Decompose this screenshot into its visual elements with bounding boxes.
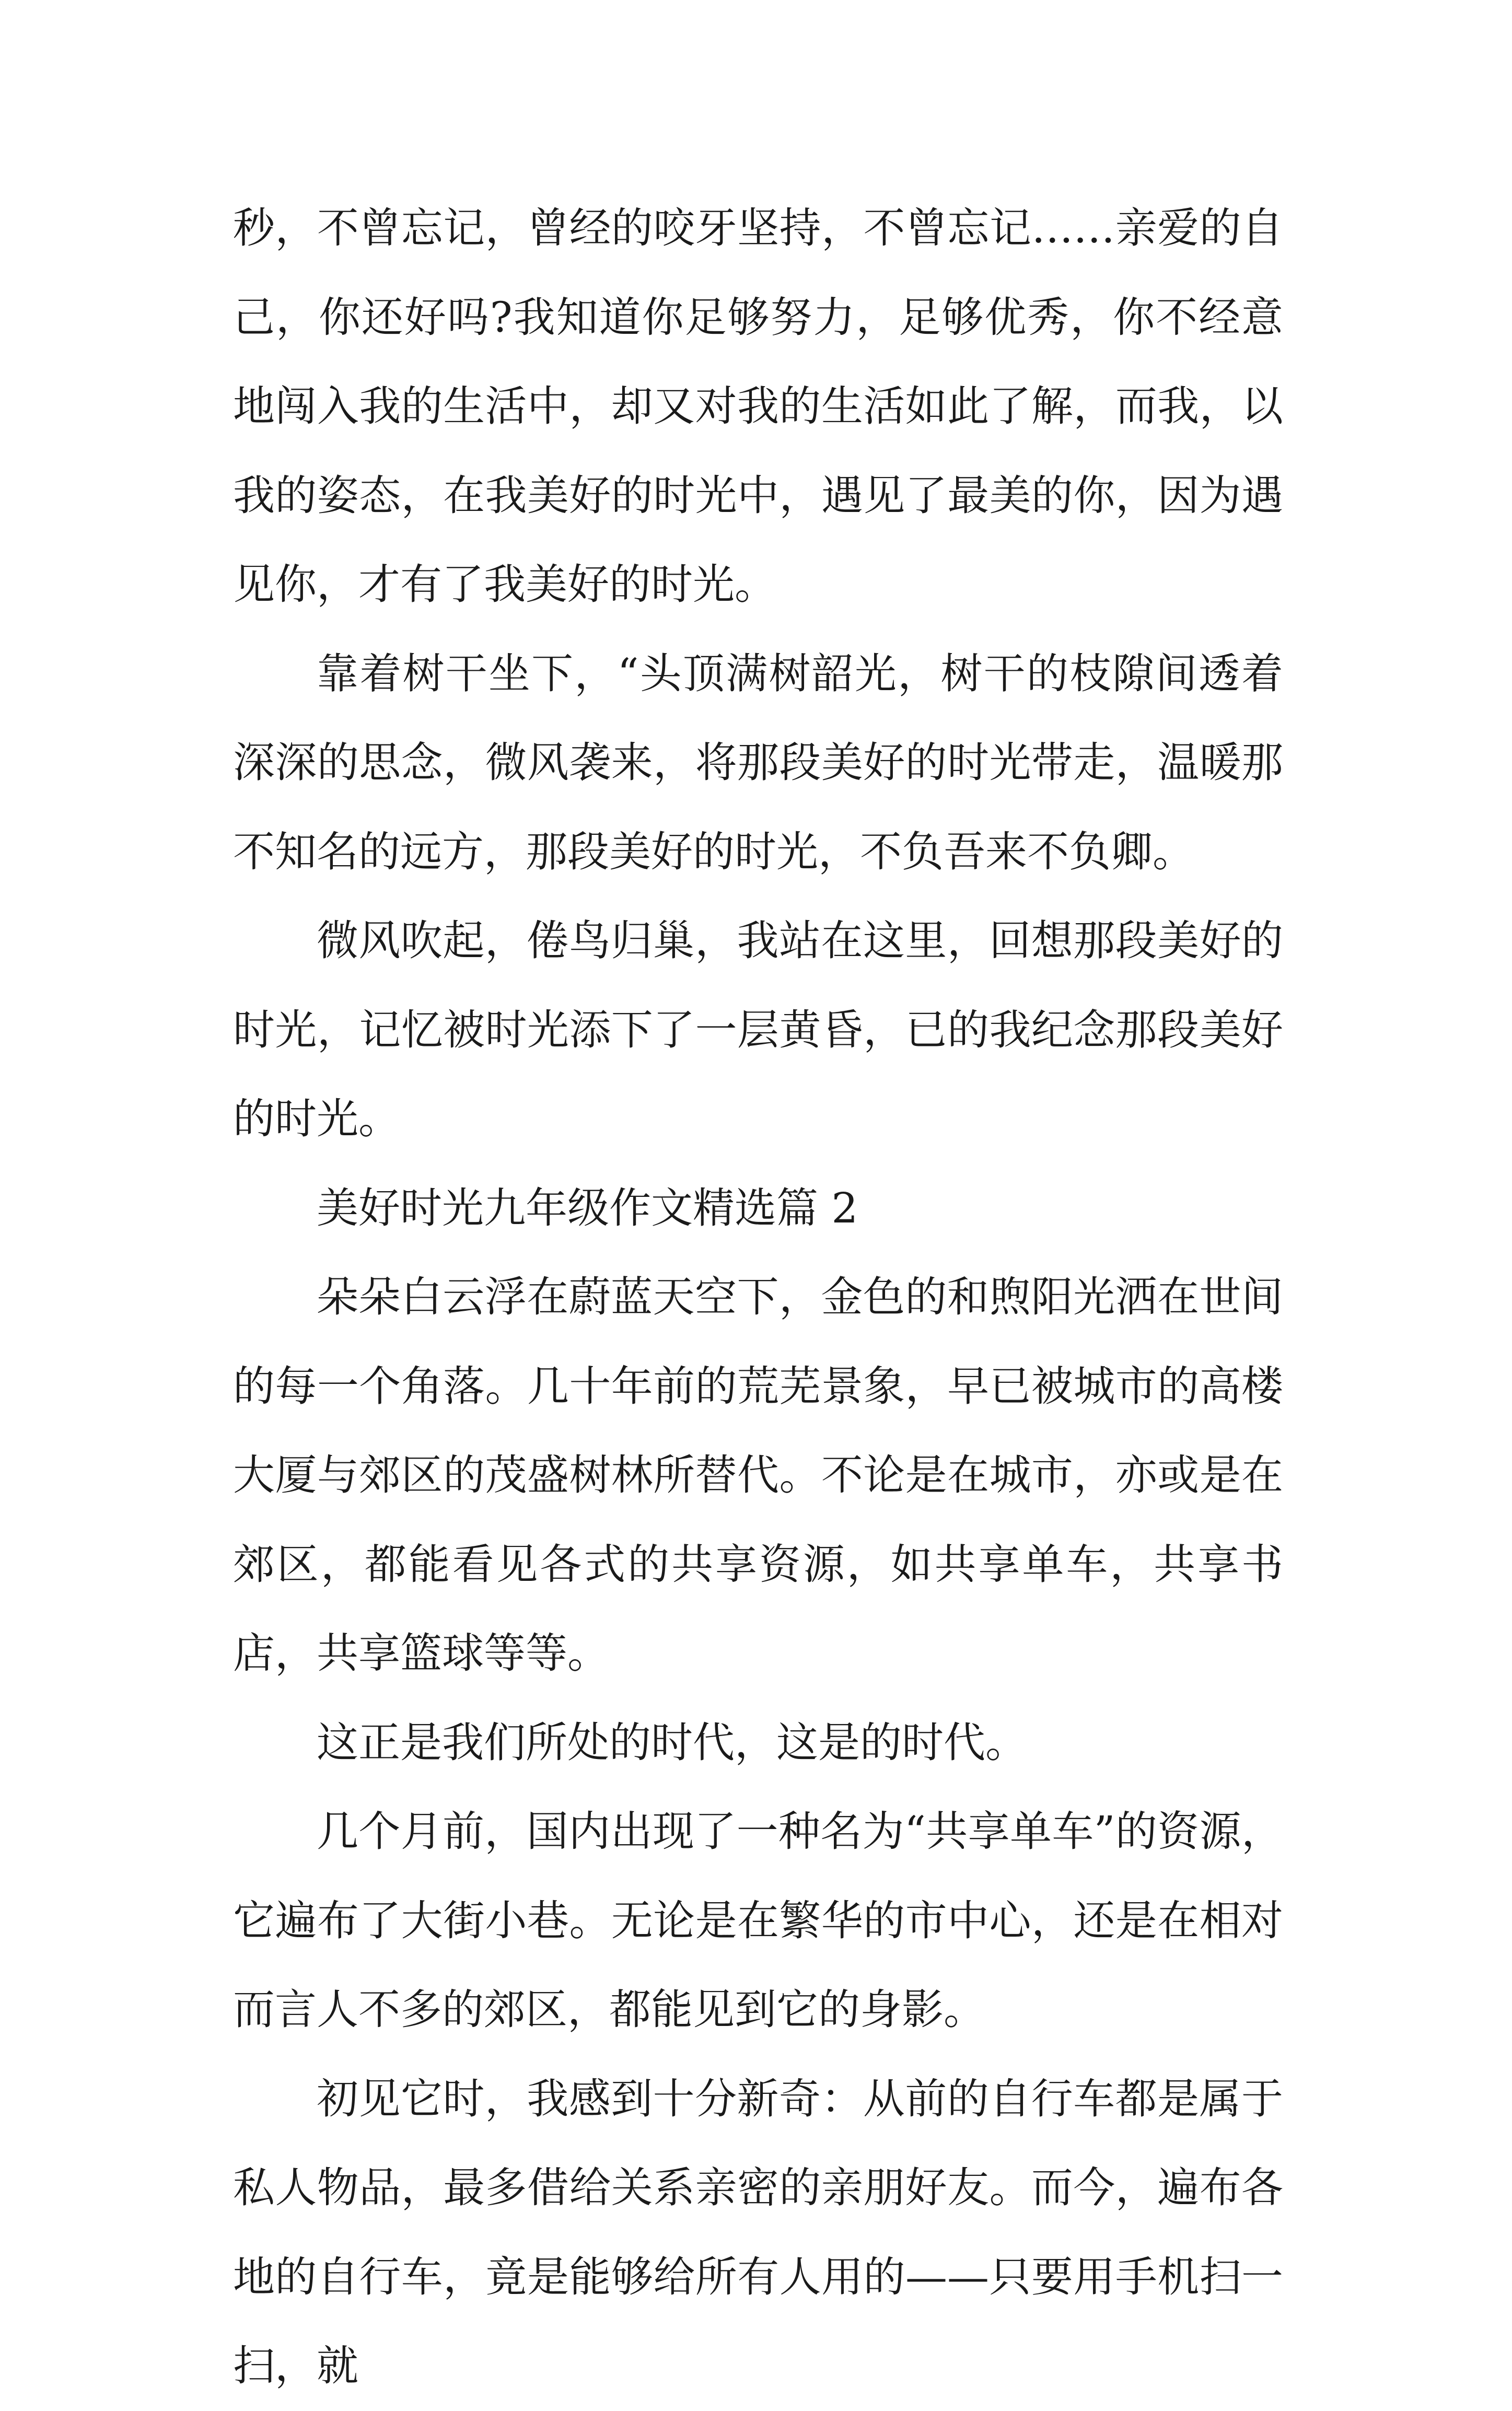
- paragraph: 这正是我们所处的时代，这是的时代。: [317, 1718, 1027, 1767]
- paragraph: 几个月前，国内出现了一种名为“共享单车”的资源，它遍布了大街小巷。无论是在繁华的市中心，还是在相对而言人不多的郊区，都能见到它的身影。: [233, 1807, 1283, 2034]
- paragraph: 初见它时，我感到十分新奇：从前的自行车都是属于私人物品，最多借给关系亲密的亲朋好友。而今，遍布各地的自行车，竟是能够给所有人用的——只要用手机扫一扫，就: [233, 2074, 1283, 2390]
- paragraph: 朵朵白云浮在蔚蓝天空下，金色的和煦阳光洒在世间的每一个角落。几十年前的荒芜景象，早已被城市的高楼大厦与郊区的茂盛树林所替代。不论是在城市，亦或是在郊区，都能看见各式的共享资源，如共享单车，共享书店，共享篮球等等。: [233, 1273, 1283, 1678]
- paragraph: 靠着树干坐下，“头顶满树韶光，树干的枝隙间透着深深的思念，微风袭来，将那段美好的时光带走，温暖那不知名的远方，那段美好的时光，不负吾来不负卿。: [233, 649, 1283, 876]
- essay-body: [233, 184, 1283, 2411]
- paragraph-continued: 秒，不曾忘记，曾经的咬牙坚持，不曾忘记……亲爱的自己，你还好吗?我知道你足够努力，足够优秀，你不经意地闯入我的生活中，却又对我的生活如此了解，而我，以我的姿态，在我美好的时光中，遇见了最美的你，因为遇见你，才有了我美好的时光。: [233, 204, 1283, 609]
- paragraph: 微风吹起，倦鸟归巢，我站在这里，回想那段美好的时光，记忆被时光添下了一层黄昏，已的我纪念那段美好的时光。: [233, 916, 1283, 1143]
- section-heading: 美好时光九年级作文精选篇 2: [317, 1183, 858, 1232]
